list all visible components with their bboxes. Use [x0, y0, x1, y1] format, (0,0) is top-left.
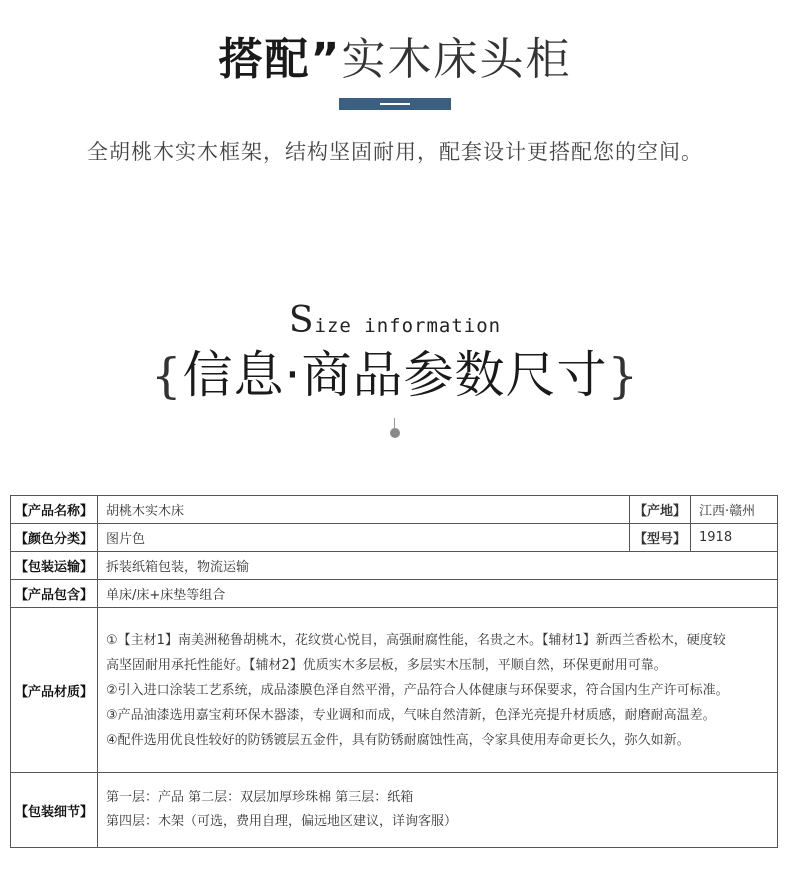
- packing-label: 【包装细节】: [11, 773, 98, 848]
- shipping-value: 拆装纸箱包装，物流运输: [98, 552, 778, 580]
- title-bar-line: [380, 103, 410, 105]
- material-line: 高坚固耐用承托性能好。【辅材2】优质实木多层板，多层实木压制，平顺自然，环保更耐用可靠。: [106, 657, 667, 673]
- shipping-label: 【包装运输】: [11, 552, 98, 580]
- brace-close: }: [607, 348, 639, 404]
- packing-line: 第一层：产品 第二层：双层加厚珍珠棉 第三层：纸箱: [106, 790, 414, 805]
- page-title: [0, 30, 790, 90]
- model-value: 1918: [691, 524, 778, 552]
- brace-open: {: [151, 348, 183, 404]
- divider-stem: [394, 418, 395, 428]
- divider-dot: [390, 428, 400, 438]
- material-line: ③产品油漆选用嘉宝莉环保木器漆，专业调和而成，气味自然清新，色泽光亮提升材质感，耐磨耐高温差。: [106, 707, 716, 723]
- params-heading-part-b: 商品参数尺寸: [301, 346, 608, 404]
- size-heading-initial: S: [288, 300, 315, 341]
- material-label: 【产品材质】: [11, 608, 98, 773]
- color-label: 【颜色分类】: [11, 524, 98, 552]
- material-line: ①【主材1】南美洲秘鲁胡桃木，花纹赏心悦目，高强耐腐性能，名贵之木。【辅材1】新西兰香松木，硬度较: [106, 632, 726, 648]
- table-row: [11, 552, 778, 580]
- spec-table: [10, 495, 778, 848]
- table-row: [11, 524, 778, 552]
- table-row: [11, 580, 778, 608]
- origin-label: 【产地】: [630, 496, 691, 524]
- table-row: [11, 496, 778, 524]
- contents-value: 单床/床+床垫等组合: [98, 580, 778, 608]
- title-underline-bar: [339, 98, 451, 110]
- material-line: ②引入进口涂装工艺系统，成品漆膜色泽自然平滑，产品符合人体健康与环保要求，符合国内生产许可标准。: [106, 682, 729, 698]
- table-row: [11, 608, 778, 773]
- material-value: [98, 608, 778, 773]
- params-heading-dot: ·: [284, 346, 302, 404]
- size-information-heading: [0, 300, 790, 341]
- material-line: ④配件选用优良性较好的防锈镀层五金件，具有防锈耐腐蚀性高，令家具使用寿命更长久，弥久如新。: [106, 732, 690, 748]
- params-heading: [0, 340, 790, 411]
- params-heading-part-a: 信息: [182, 346, 285, 404]
- title-thin: 实木床头柜: [341, 34, 572, 85]
- color-value: 图片色: [98, 524, 630, 552]
- name-label: 【产品名称】: [11, 496, 98, 524]
- packing-line: 第四层：木架（可选，费用自理，偏远地区建议，详询客服）: [106, 814, 458, 829]
- origin-value: 江西·赣州: [691, 496, 778, 524]
- contents-label: 【产品包含】: [11, 580, 98, 608]
- name-value: 胡桃木实木床: [98, 496, 630, 524]
- model-label: 【型号】: [630, 524, 691, 552]
- size-heading-rest: ize information: [314, 315, 502, 337]
- title-bold: 搭配”: [218, 34, 342, 85]
- subtitle: 全胡桃木实木框架，结构坚固耐用，配套设计更搭配您的空间。: [87, 140, 703, 164]
- packing-value: [98, 773, 778, 848]
- table-row: [11, 773, 778, 848]
